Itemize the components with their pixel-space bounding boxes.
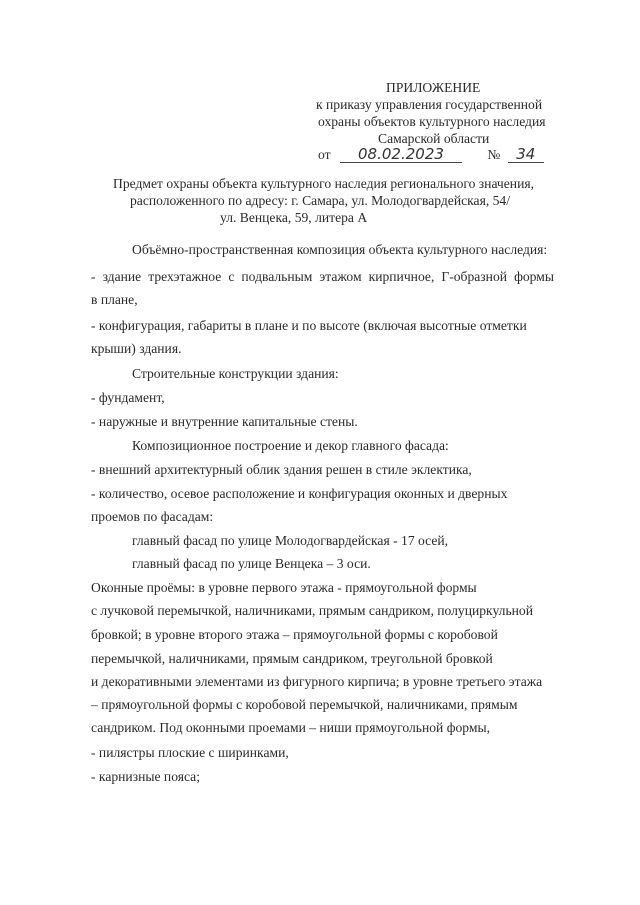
paragraph-windows-2: с лучковой перемычкой, наличниками, прямым сандриком, полуциркульной bbox=[91, 603, 533, 618]
paragraph-building-cont: в плане, bbox=[91, 292, 138, 307]
order-line-2: охраны объектов культурного наследия bbox=[318, 114, 546, 129]
subject-line-1: Предмет охраны объекта культурного наследия регионального значения, bbox=[113, 176, 535, 191]
date-number-line bbox=[318, 146, 544, 163]
paragraph-windows-7: сандриком. Под оконными проемами – ниши прямоугольной формы, bbox=[91, 720, 491, 735]
paragraph-structures: Строительные конструкции здания: bbox=[132, 366, 339, 381]
appendix-title: ПРИЛОЖЕНИЕ bbox=[386, 80, 481, 95]
paragraph-walls: - наружные и внутренние капитальные стены. bbox=[91, 414, 358, 429]
word: подвальным bbox=[241, 269, 313, 284]
paragraph-windows-3: бровкой; в уровне второго этажа – прямоугольной формы с коробовой bbox=[91, 627, 498, 642]
paragraph-foundation: - фундамент, bbox=[91, 390, 165, 405]
paragraph-pilasters: - пилястры плоские с ширинками, bbox=[91, 745, 289, 760]
word: - bbox=[91, 269, 96, 284]
word: Г-образной bbox=[441, 269, 508, 284]
paragraph-configuration-cont: крыши) здания. bbox=[91, 341, 182, 356]
paragraph-volume: Объёмно-пространственная композиция объекта культурного наследия: bbox=[132, 242, 548, 257]
subject-line-2: расположенного по адресу: г. Самара, ул. Молодогвардейская, 54/ bbox=[130, 193, 510, 208]
paragraph-facade-2: главный фасад по улице Венцека – 3 оси. bbox=[132, 556, 371, 571]
word: кирпичное, bbox=[368, 269, 435, 284]
date-value: 08.02.2023 bbox=[340, 146, 462, 163]
subject-line-3: ул. Венцека, 59, литера А bbox=[220, 210, 368, 225]
order-line-1: к приказу управления государственной bbox=[316, 97, 543, 112]
paragraph-facade-1: главный фасад по улице Молодогвардейская - 17 осей, bbox=[132, 533, 449, 548]
number-value: 34 bbox=[508, 146, 544, 163]
number-prefix: № bbox=[487, 147, 501, 162]
date-prefix: от bbox=[318, 147, 331, 162]
paragraph-cornices: - карнизные пояса; bbox=[91, 769, 200, 784]
paragraph-composition: Композиционное построение и декор главного фасада: bbox=[132, 438, 449, 453]
word: трехэтажное bbox=[148, 269, 222, 284]
paragraph-eclectic: - внешний архитектурный облик здания решен в стиле эклектика, bbox=[91, 462, 472, 477]
order-line-3: Самарской области bbox=[378, 131, 490, 146]
paragraph-windows-4: перемычкой, наличниками, прямым сандриком, треугольной бровкой bbox=[91, 651, 493, 666]
paragraph-openings-cont: проемов по фасадам: bbox=[91, 509, 214, 524]
word: этажом bbox=[319, 269, 362, 284]
paragraph-configuration: - конфигурация, габариты в плане и по высоте (включая высотные отметки bbox=[91, 318, 527, 333]
paragraph-building bbox=[91, 269, 554, 285]
word: здание bbox=[102, 269, 142, 284]
paragraph-openings: - количество, осевое расположение и конфигурация оконных и дверных bbox=[91, 486, 508, 501]
paragraph-windows-5: и декоративными элементами из фигурного кирпича; в уровне третьего этажа bbox=[91, 674, 543, 689]
paragraph-windows-6: – прямоугольной формы с коробовой перемычкой, наличниками, прямым bbox=[91, 697, 518, 712]
word: с bbox=[228, 269, 235, 284]
word: формы bbox=[514, 269, 554, 284]
paragraph-windows-1: Оконные проёмы: в уровне первого этажа - прямоугольной формы bbox=[91, 580, 477, 595]
